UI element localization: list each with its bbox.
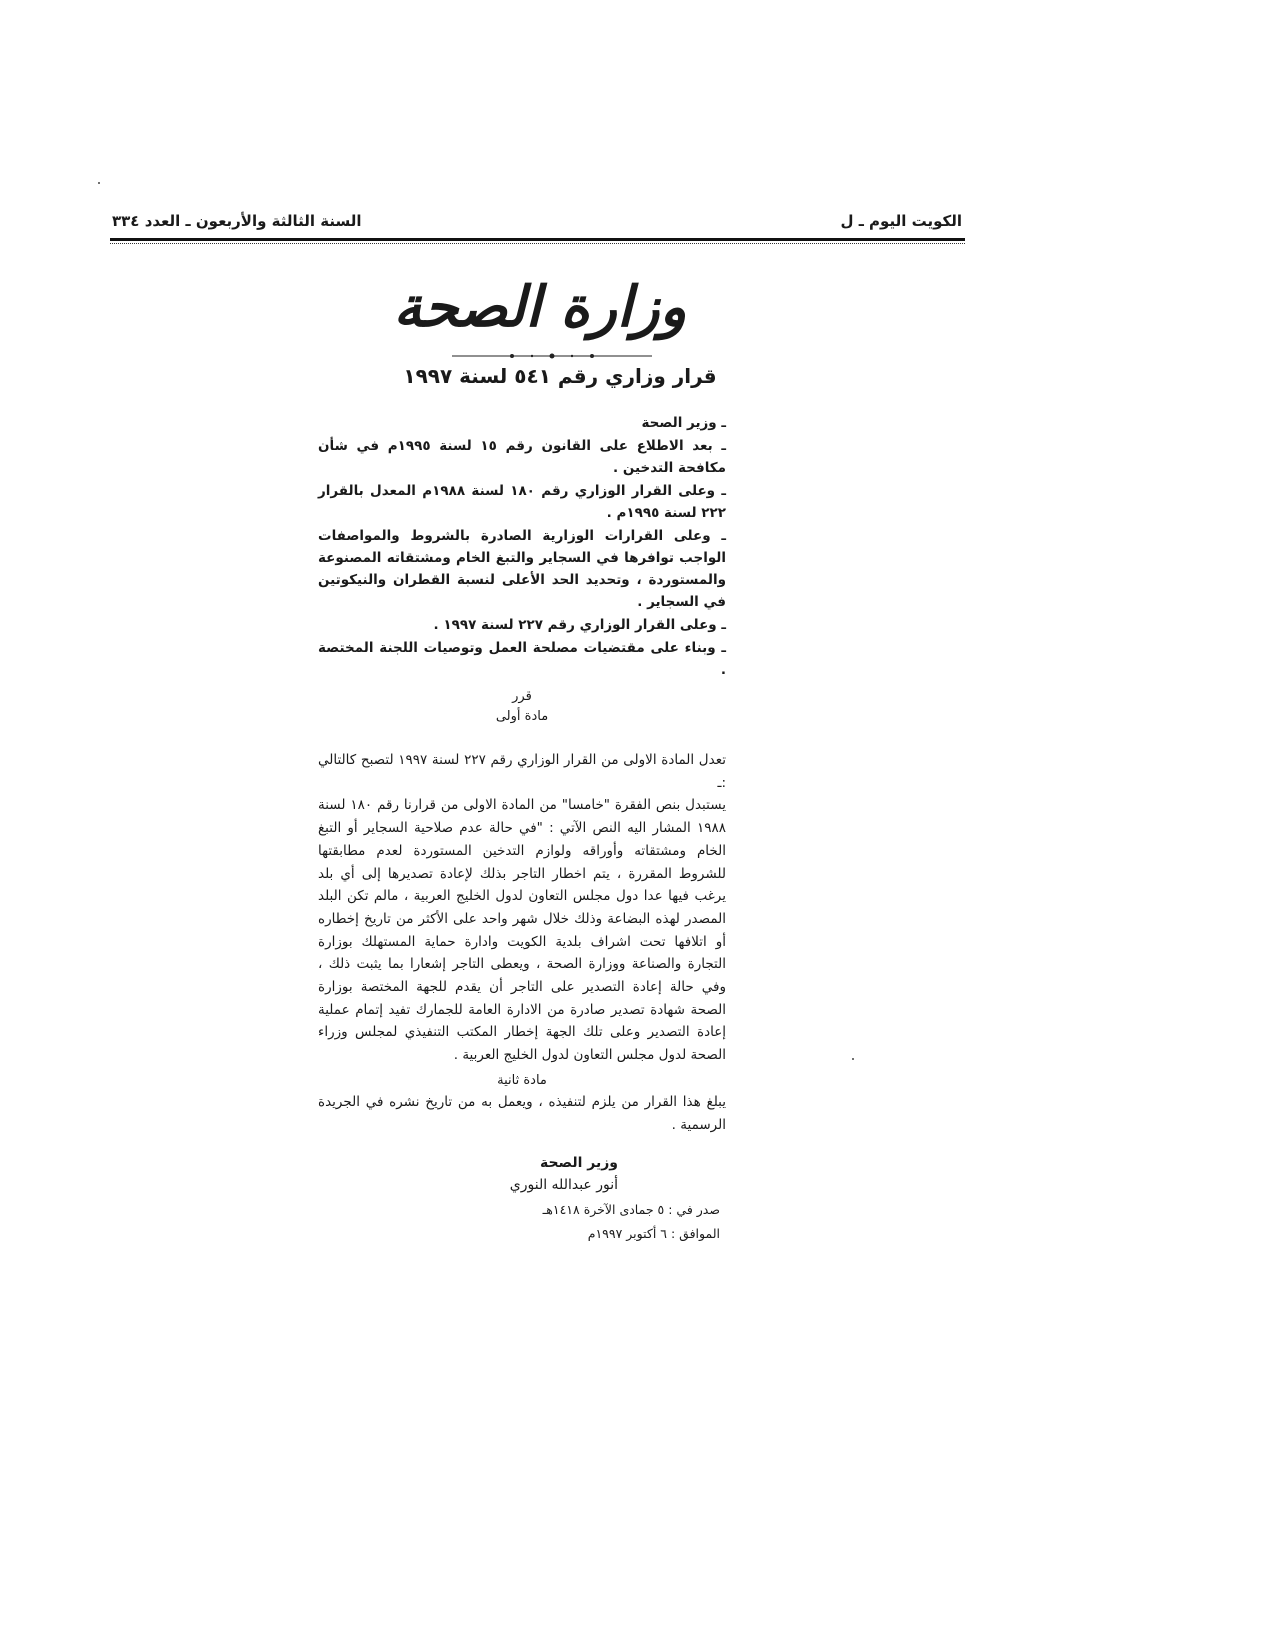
article-paragraph: تعدل المادة الاولى من القرار الوزاري رقم ٢٢٧ لسنة ١٩٩٧ لتصبح كالتالي :ـ <box>318 752 726 791</box>
ministry-title: وزارة الصحة <box>393 274 687 340</box>
article-paragraph: يبلغ هذا القرار من يلزم لتنفيذه ، ويعمل به من تاريخ نشره في الجريدة الرسمية . <box>318 1093 726 1133</box>
article-2-heading: مادة ثانية <box>497 1072 547 1088</box>
body-column <box>318 412 726 1136</box>
preamble-line: ـ وعلى القرار الوزاري رقم ١٨٠ لسنة ١٩٨٨م المعدل بالقرار ٢٢٢ لسنة ١٩٩٥م . <box>318 483 726 521</box>
scan-speck <box>852 1058 854 1060</box>
decision-title: قرار وزاري رقم ٥٤١ لسنة ١٩٩٧ <box>403 364 717 388</box>
issue-date-gregorian: الموافق : ٦ أكتوبر ١٩٩٧م <box>587 1226 720 1241</box>
scan-speck <box>98 182 100 184</box>
running-header <box>112 212 962 238</box>
issue-info: السنة الثالثة والأربعون ـ العدد ٣٣٤ <box>112 212 362 230</box>
preamble-line: ـ وزير الصحة <box>641 415 726 431</box>
ornament-divider <box>452 352 652 360</box>
issue-date-block <box>520 1198 720 1246</box>
article-1-heading: مادة أولى <box>495 709 549 724</box>
article-2 <box>318 1091 726 1136</box>
header-rule <box>110 238 965 241</box>
preamble <box>318 412 726 681</box>
signatory-title: وزير الصحة <box>539 1155 618 1171</box>
publication-name: الكويت اليوم ـ ل <box>840 212 962 230</box>
preamble-line: ـ وعلى القرارات الوزارية الصادرة بالشروط والمواصفات الواجب توافرها في السجاير والتبغ الخام ومشتقاته المصنوعة والمستوردة ، وتحديد الحد الأعلى لنسبة القطران والنيكوتين في السجاير . <box>318 528 726 610</box>
issue-date-hijri: صدر في : ٥ جمادى الآخرة ١٤١٨هـ <box>542 1202 720 1217</box>
decision-heading <box>318 687 726 727</box>
preamble-line: ـ وعلى القرار الوزاري رقم ٢٢٧ لسنة ١٩٩٧ . <box>433 617 726 633</box>
preamble-line: ـ وبناء على مقتضيات مصلحة العمل وتوصيات اللجنة المختصة . <box>318 640 726 678</box>
article-paragraph: يستبدل بنص الفقرة "خامسا" من المادة الاولى من قرارنا رقم ١٨٠ لسنة ١٩٨٨ المشار اليه النص الآتي : "في حالة عدم صلاحية السجاير أو التبغ الخام ومشتقاته وأوراقه ولوازم التدخين المستوردة لعدم مطابقتها للشروط المقررة ، يتم اخطار التاجر بذلك لإعادة تصديرها إلى أي بلد يرغب فيها عدا دول مجلس التعاون لدول الخليج العربية ، مالم تكن البلد المصدر لهذه البضاعة وذلك خلال شهر واحد على الأكثر من تاريخ إخطاره أو اتلافها تحت اشراف بلدية الكويت وادارة حماية المستهلك بوزارة التجارة والصناعة ووزارة الصحة ، ويعطى التاجر إشعارا بما يثبت ذلك ، وفي حالة إعادة التصدير على التاجر أن يقدم للجهة المختصة بوزارة الصحة شهادة تصدير صادرة من الادارة العامة للجمارك تفيد إتمام عملية إعادة التصدير وعلى تلك الجهة إخطار المكتب التنفيذي لمجلس وزراء الصحة لدول مجلس التعاون لدول الخليج العربية . <box>318 797 727 1064</box>
article-1 <box>318 749 726 1067</box>
decided-label: قرر <box>512 689 532 704</box>
header-rule-dotted <box>110 243 965 244</box>
preamble-line: ـ بعد الاطلاع على القانون رقم ١٥ لسنة ١٩٩٥م في شأن مكافحة التدخين . <box>318 438 727 476</box>
signatory-name: أنور عبدالله النوري <box>509 1177 618 1193</box>
